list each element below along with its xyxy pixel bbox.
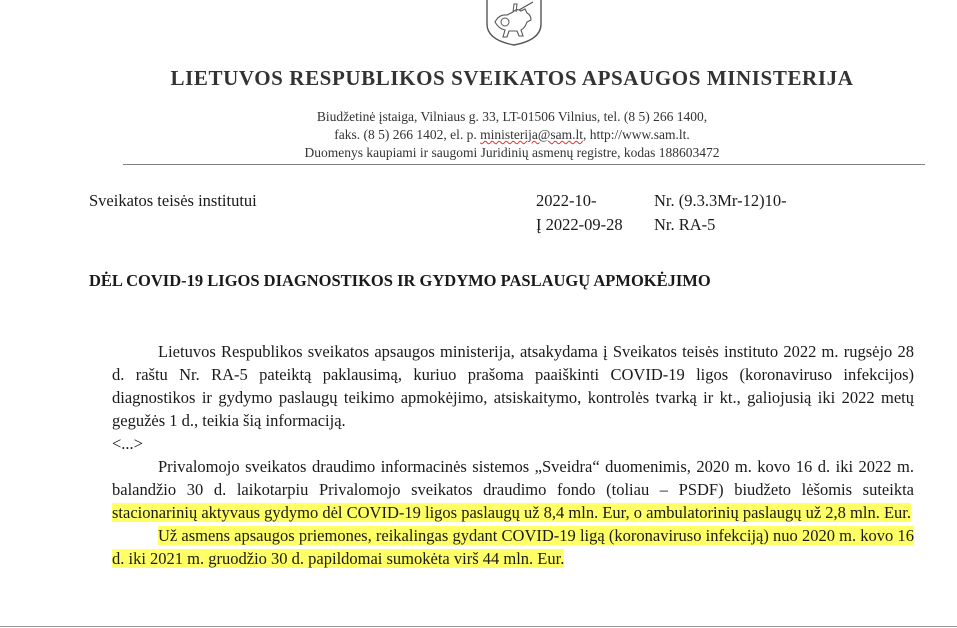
highlighted-text: stacionarinių aktyvaus gydymo dėl COVID-19 ligos paslaugų už 8,4 mln. Eur, o ambulatorinių paslaugų už 2,8 mln. Eur. xyxy=(112,503,912,522)
coat-of-arms-icon xyxy=(481,0,547,46)
body-paragraph-1: Lietuvos Respublikos sveikatos apsaugos ministerija, atsakydama į Sveikatos teisės instituto 2022 m. rugsėjo 28 d. raštu Nr. RA-5 pateiktą paklausimą, kuriuo prašoma paaiškinti COVID-19 ligos (koronaviruso infekcijos) diagnostikos ir gydymo paslaugų teikimo apmokėjimo, atsiskaitymo, kontrolės tvarką ir kt., galiojusią iki 2022 metų gegužės 1 d., teikia šią informaciją. xyxy=(112,342,914,430)
contact-email-link[interactable]: ministerija@sam.lt xyxy=(480,127,583,142)
body-paragraph-2 xyxy=(112,455,914,524)
highlighted-text: Už asmens apsaugos priemones, reikalingas gydant COVID-19 ligą (koronaviruso infekciją) nuo 2020 m. kovo 16 d. iki 2021 m. gruodžio 30 d. papildomai sumokėta virš 44 mln. Eur. xyxy=(112,526,914,568)
letter-number: Nr. (9.3.3Mr-12)10- xyxy=(654,191,787,210)
recipient: Sveikatos teisės institutui xyxy=(89,191,257,210)
reference-number: Nr. RA-5 xyxy=(654,215,716,234)
contact-line-registry: Duomenys kaupiami ir saugomi Juridinių asmenų registre, kodas 188603472 xyxy=(304,145,720,160)
body-paragraph-3 xyxy=(112,524,914,570)
letter-subject: DĖL COVID-19 LIGOS DIAGNOSTIKOS IR GYDYMO PASLAUGŲ APMOKĖJIMO xyxy=(89,271,711,290)
contact-fax-text: faks. (8 5) 266 1402, el. p. xyxy=(334,127,481,142)
header-divider xyxy=(123,164,925,165)
letter-date: 2022-10- xyxy=(536,191,597,210)
contact-line-address: Biudžetinė įstaiga, Vilniaus g. 33, LT-01506 Vilnius, tel. (8 5) 266 1400, xyxy=(316,109,708,124)
page-edge-line xyxy=(0,626,957,627)
ministry-title: LIETUVOS RESPUBLIKOS SVEIKATOS APSAUGOS MINISTERIJA xyxy=(170,66,854,90)
letter-body xyxy=(112,340,914,570)
reference-date: Į 2022-09-28 xyxy=(536,215,623,234)
omission-marker: <...> xyxy=(112,434,143,453)
contact-line-fax-email xyxy=(0,126,957,144)
paragraph-2-text: Privalomojo sveikatos draudimo informacinės sistemos „Sveidra“ duomenimis, 2020 m. kovo 16 d. iki 2022 m. balandžio 30 d. laikotarpiu Privalomojo sveikatos draudimo fondo (toliau – PSDF) biudžeto lėšomis suteikta xyxy=(112,457,914,499)
contact-website-text: , http://www.sam.lt. xyxy=(582,127,690,142)
